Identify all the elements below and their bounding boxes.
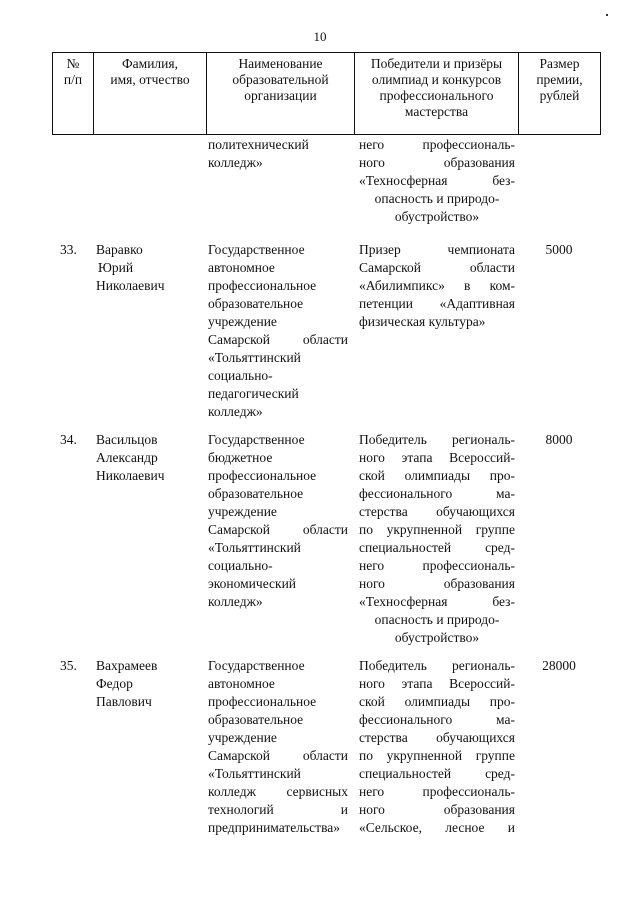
- org-line: предпринимательства»: [208, 820, 341, 835]
- row-33-surname: Варавко: [96, 242, 143, 257]
- continuation-win-line: «Техносферная без-: [359, 173, 515, 188]
- win-line: специальностей сред-: [359, 540, 515, 555]
- continuation-org: [208, 136, 348, 172]
- org-line: Государственное: [208, 242, 305, 257]
- header-col-amount-line-1: Размер: [539, 56, 580, 71]
- win-line: Самарской области: [359, 260, 515, 275]
- header-col-winners-line-4: мастерства: [404, 104, 469, 119]
- win-line: фессионального ма-: [359, 712, 515, 727]
- row-33-first-name: Юрий: [98, 260, 134, 275]
- row-35-amount: 28000: [542, 658, 576, 673]
- row-33-name: [96, 241, 196, 295]
- org-line: колледж»: [208, 594, 263, 609]
- row-34-first-name: Александр: [96, 450, 158, 465]
- header-col-winners: [354, 53, 518, 134]
- org-line: Самарской области: [208, 332, 348, 347]
- header-col-org: [206, 53, 354, 134]
- table-header: [52, 52, 601, 135]
- header-col-num-line-2: п/п: [63, 72, 83, 87]
- continuation-win-line: него профессиональ-: [359, 137, 515, 152]
- row-34-surname: Васильцов: [96, 432, 158, 447]
- row-34-organization: [208, 431, 348, 611]
- org-line: технологий и: [208, 802, 348, 817]
- header-col-amount-line-3: рублей: [539, 88, 580, 103]
- org-line: бюджетное: [208, 450, 273, 465]
- win-line: обустройство»: [394, 630, 480, 645]
- continuation-winners: [359, 136, 515, 226]
- org-line: Самарской области: [208, 748, 348, 763]
- org-line: учреждение: [208, 504, 277, 519]
- org-line: «Тольяттинский: [208, 540, 301, 555]
- win-line: ного этапа Всероссий-: [359, 676, 515, 691]
- row-34-patronymic: Николаевич: [96, 468, 165, 483]
- row-33-patronymic: Николаевич: [96, 278, 165, 293]
- header-col-name-line-1: Фамилия,: [122, 56, 178, 71]
- row-35-organization: [208, 657, 348, 837]
- row-33-amount: 5000: [545, 242, 573, 257]
- header-col-amount: [518, 53, 600, 134]
- win-line: фессионального ма-: [359, 486, 515, 501]
- win-line: него профессиональ-: [359, 558, 515, 573]
- org-line: образовательное: [208, 712, 304, 727]
- win-line: петенции «Адаптивная: [359, 296, 515, 311]
- scan-speck: [606, 14, 608, 16]
- header-col-org-line-3: организации: [244, 88, 317, 103]
- org-line: социально-: [208, 558, 273, 573]
- org-line: «Тольяттинский: [208, 350, 301, 365]
- row-34-number: 34.: [60, 432, 77, 447]
- header-col-org-line-2: образовательной: [232, 72, 329, 87]
- continuation-win-line: ного образования: [359, 155, 515, 170]
- win-line: него профессиональ-: [359, 784, 515, 799]
- win-line: физическая культура»: [359, 314, 486, 329]
- continuation-win-line: опасность и природо-: [374, 191, 500, 206]
- header-col-num-line-1: №: [66, 56, 80, 71]
- org-line: колледж сервисных: [208, 784, 348, 799]
- org-line: учреждение: [208, 314, 277, 329]
- org-line: учреждение: [208, 730, 277, 745]
- row-35-number: 35.: [60, 658, 77, 673]
- header-col-amount-line-2: премии,: [536, 72, 583, 87]
- win-line: стерства обучающихся: [359, 504, 515, 519]
- org-line: автономное: [208, 676, 275, 691]
- org-line: Государственное: [208, 432, 305, 447]
- row-35-achievement: [359, 657, 515, 837]
- win-line: «Абилимпикс» в ком-: [359, 278, 515, 293]
- org-line: Самарской области: [208, 522, 348, 537]
- win-line: по укрупненной группе: [359, 522, 515, 537]
- row-34-achievement: [359, 431, 515, 647]
- org-line: образовательное: [208, 296, 304, 311]
- header-col-name: [93, 53, 206, 134]
- win-line: Победитель региональ-: [359, 432, 515, 447]
- row-34-amount: 8000: [545, 432, 573, 447]
- win-line: по укрупненной группе: [359, 748, 515, 763]
- win-line: «Сельское, лесное и: [359, 820, 515, 835]
- org-line: «Тольяттинский: [208, 766, 301, 781]
- header-col-winners-line-3: профессионального: [379, 88, 494, 103]
- win-line: Победитель региональ-: [359, 658, 515, 673]
- org-line: колледж»: [208, 404, 263, 419]
- win-line: ного образования: [359, 802, 515, 817]
- continuation-win-line: обустройство»: [394, 209, 480, 224]
- continuation-org-line: политехнический: [208, 137, 309, 152]
- org-line: образовательное: [208, 486, 304, 501]
- org-line: профессиональное: [208, 694, 317, 709]
- row-33-achievement: [359, 241, 515, 331]
- org-line: социально-: [208, 368, 273, 383]
- continuation-org-line: колледж»: [208, 155, 263, 170]
- win-line: Призер чемпионата: [359, 242, 515, 257]
- win-line: специальностей сред-: [359, 766, 515, 781]
- win-line: «Техносферная без-: [359, 594, 515, 609]
- org-line: экономический: [208, 576, 297, 591]
- page-number: 10: [313, 29, 327, 44]
- row-35-name: [96, 657, 196, 711]
- header-col-winners-line-1: Победители и призёры: [370, 56, 503, 71]
- org-line: педагогический: [208, 386, 299, 401]
- row-33-number: 33.: [60, 242, 77, 257]
- win-line: стерства обучающихся: [359, 730, 515, 745]
- row-35-patronymic: Павлович: [96, 694, 152, 709]
- win-line: ного образования: [359, 576, 515, 591]
- org-line: профессиональное: [208, 278, 317, 293]
- row-35-surname: Вахрамеев: [96, 658, 158, 673]
- row-35-first-name: Федор: [96, 676, 133, 691]
- win-line: ской олимпиады про-: [359, 694, 515, 709]
- row-34-name: [96, 431, 196, 485]
- header-col-org-line-1: Наименование: [238, 56, 323, 71]
- org-line: Государственное: [208, 658, 305, 673]
- org-line: профессиональное: [208, 468, 317, 483]
- header-col-winners-line-2: олимпиад и конкурсов: [371, 72, 502, 87]
- org-line: автономное: [208, 260, 275, 275]
- win-line: опасность и природо-: [374, 612, 500, 627]
- header-col-name-line-2: имя, отчество: [110, 72, 190, 87]
- win-line: ской олимпиады про-: [359, 468, 515, 483]
- win-line: ного этапа Всероссий-: [359, 450, 515, 465]
- row-33-organization: [208, 241, 348, 421]
- header-col-num: [53, 53, 93, 134]
